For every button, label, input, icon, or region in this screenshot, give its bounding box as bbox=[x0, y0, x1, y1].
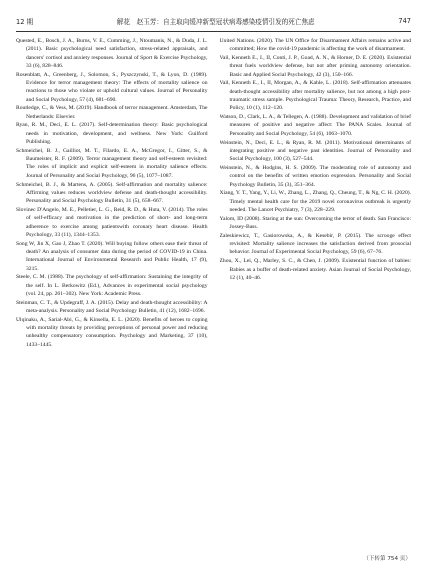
reference-entry: Slovinec D'Angelo, M. E., Pelletier, L. G., Reid, R. D., & Huta, V. (2014). The roles of self-efficacy and motivation in the prediction of short- and long-term adherence to exercise among patientswith coronary heart disease. Health Psychology, 33 (11), 1344–1353. bbox=[16, 206, 208, 238]
reference-entry: Steele, C. M. (1988). The psychology of self-affirmation: Sustaining the integrity of the self. In L. Berkowitz (Ed.), Advances in experimental social psychology (vol. 24, pp. 261–302). New York: Academic Press. bbox=[16, 274, 208, 297]
reference-entry: Rosenblatt, A., Greenberg, J., Solomon, S., Pyszczynski, T., & Lyon, D. (1989). Evidence for terror management theory: The effects of mortality salience on reactions to those who violate or uphold cultural values. Journal of Personality and Social Psychology, 57 (4), 681–690. bbox=[16, 71, 208, 103]
references-body bbox=[16, 37, 411, 536]
reference-entry: Weinstein, N., Deci, E. L., & Ryan, R. M. (2011). Motivational determinants of integrating positive and negative past identities. Journal of Personality and Social Psychology, 100 (3), 527–544. bbox=[219, 139, 411, 163]
reference-entry: Schmeichel, B. J., & Martens, A. (2005). Self-affirmation and mortality salience: Affirming values reduces worldview defense and death-thought accessibility. Personality and Social Psychology Bulletin, 31 (5), 658–667. bbox=[16, 181, 208, 205]
reference-entry: Weinstein, N., & Hodgins, H. S. (2009). The moderating role of autonomy and control on the benefits of written emotion expression. Personality and Social Psychology Bulletin, 35 (3), 351–364. bbox=[219, 164, 411, 188]
left-column bbox=[16, 37, 208, 536]
issue-number: 12 期 bbox=[16, 18, 34, 26]
reference-entry: United Nations. (2020). The UN Office for Disarmament Affairs remains active and committed; How the covid-19 pandemic is affecting the work of disarmament. bbox=[219, 38, 411, 53]
reference-entry: Ryan, R. M., Deci, E. L. (2017). Self-determination theory: Basic psychological needs in motivation, development, and wellness. New York: Guilford Publishing. bbox=[16, 122, 208, 146]
continued-note: （下转第 754 页） bbox=[363, 556, 411, 562]
reference-entry: Ulqinaku, A., Sarial-Abi, G., & Kinsella, E. L. (2020). Benefits of heroes to coping with mortality threats by providing perceptions of personal power and reducing unhealthy compensatory consumption. Psychology and Marketing, 37 (10), 1433–1445. bbox=[16, 316, 208, 348]
reference-entry: Schmeichel, B. J., Gailliot, M. T., Filardo, E. A., McGregor, I., Gitter, S., & Baumeister, R. F. (2009). Terror management theory and self-esteem revisited: The roles of implicit and explicit self-esteem in mortality salience effects. Journal of Personality and Social Psychology, 96 (5), 1077–1087. bbox=[16, 147, 208, 179]
reference-entry: Zaleskiewicz, T., Gasiorowska, A., & Kesebir, P. (2015). The scrooge effect revisited: Mortality salience increases the satisfaction derived from prosocial behavior. Journal of Experimental Social Psychology, 59 (6), 67–76. bbox=[219, 232, 411, 256]
reference-entry: Vail, Kenneth E., I., II, Conti, J. P., Goad, A. N., & Horner, D. E. (2020). Existential threat fuels worldview defense, but not after priming autonomy orientation. Basic and Applied Social Psychology, 42 (3), 150–166. bbox=[219, 55, 411, 78]
reference-entry: Zhou, X., Lei, Q., Marley, S. C., & Chen, J. (2009). Existential function of babies: Babies as a buffer of death-related anxiety. Asian Journal of Social Psychology, 12 (1), 40–46. bbox=[219, 258, 411, 281]
page-number: 747 bbox=[398, 17, 411, 25]
reference-entry: Watson, D., Clark, L. A., & Tellegen, A. (1988). Development and validation of brief measures of positive and negative affect: The PANA Scales. Journal of Personality and Social Psychology, 54 (6), 1063–1070. bbox=[219, 114, 411, 137]
reference-entry: Song W, Jin X, Gao J, Zhao T. (2020). Will buying follow others ease their threat of death? An analysis of consumer data during the period of COVID-19 in China. International Journal of Environmental Research and Public Health, 17 (9), 3215. bbox=[16, 240, 208, 272]
running-header bbox=[16, 14, 411, 28]
reference-entry: Steinman, C. T., & Updegraff, J. A. (2015). Delay and death-thought accessibility: A meta-analysis. Personality and Social Psychology Bulletin, 41 (12), 1682–1696. bbox=[16, 299, 208, 314]
reference-entry: Routledge, C., & Vess, M. (2019). Handbook of terror management. Amsterdam, The Netherlands: Elsevier. bbox=[16, 105, 208, 120]
reference-entry: Yalom, ID (2008). Staring at the sun: Overcoming the terror of death. San Francisco: Jossey-Bass. bbox=[219, 215, 411, 231]
reference-entry: Vail, Kenneth E., I., II, Morgan, A., & Kahle, L. (2018). Self-affirmation attenuates death-thought accessibility after mortality salience, but not among a high post-traumatic stress sample. Psychological Trauma: Theory, Research, Practice, and Policy, 10 (1), 112–120. bbox=[219, 80, 411, 112]
reference-entry: Quested, E., Bosch, J. A., Burns, V. E., Cumming, J., Ntoumanis, N., & Duda, J. L. (2011). Basic psychological need satisfaction, stress-related appraisals, and dancers' cortisol and anxiety responses. Journal of Sport & Exercise Psychology, 33 (6), 828–846. bbox=[16, 38, 208, 69]
running-title: 解花 赵玉芳：自主取向缓冲新型冠状病毒感染疫情引发的死亡焦虑 bbox=[116, 18, 315, 26]
reference-entry: Xiang, Y. T., Yang, Y., Li, W., Zhang, L., Zhang, Q., Cheung, T., & Ng, C. H. (2020). Timely mental health care for the 2019 novel coronavirus outbreak is urgently needed. The Lancet Psychiatry, 7 (3), 228–229. bbox=[219, 190, 411, 213]
right-column bbox=[220, 37, 412, 536]
header-rule bbox=[16, 31, 411, 32]
